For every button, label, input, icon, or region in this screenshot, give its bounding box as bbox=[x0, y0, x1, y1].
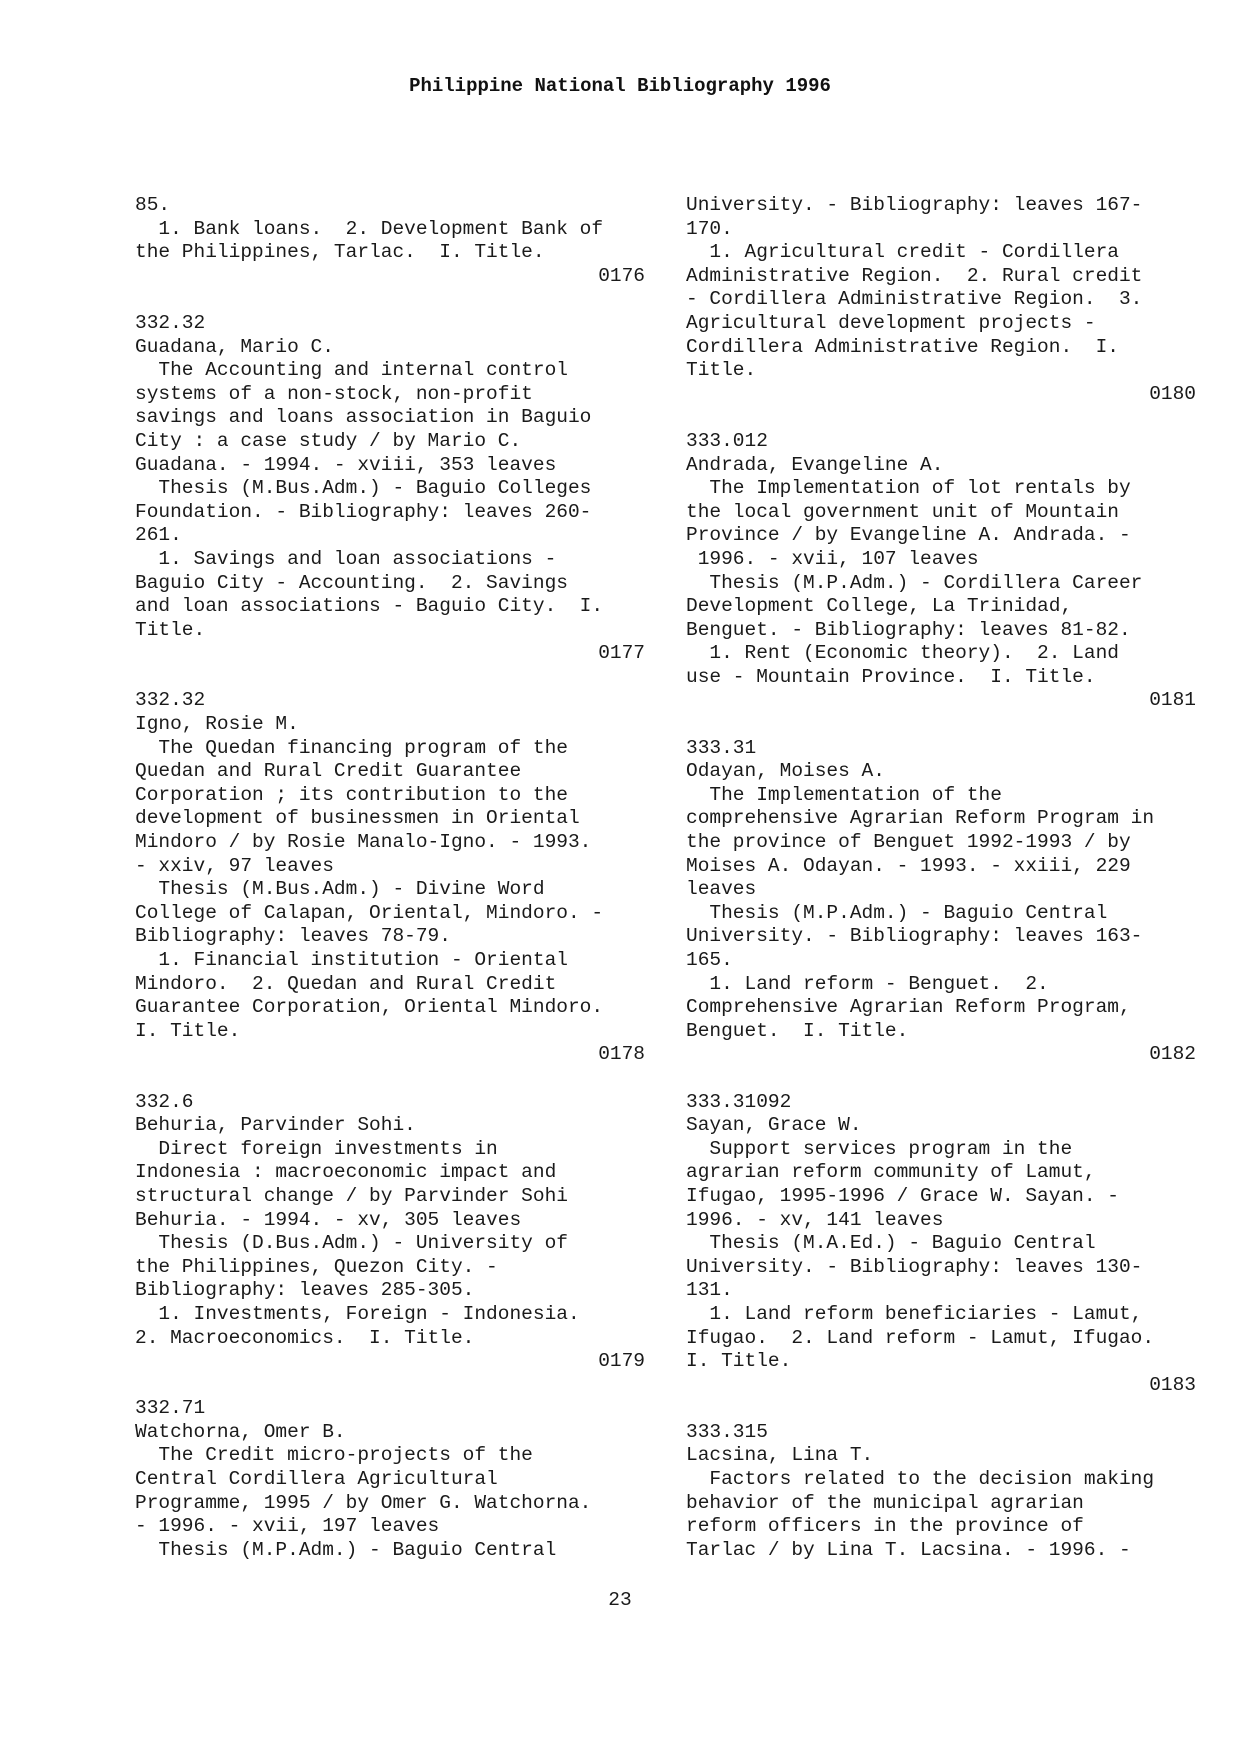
entry-line: I. Title. bbox=[686, 1350, 792, 1373]
entry-line: and loan associations - Baguio City. I. bbox=[135, 595, 604, 618]
entry-line: the province of Benguet 1992-1993 / by bbox=[686, 831, 1131, 854]
entry-line: Andrada, Evangeline A. bbox=[686, 453, 944, 476]
entry-line: 1. Rent (Economic theory). 2. Land bbox=[686, 642, 1119, 665]
bibliography-entry bbox=[686, 1421, 1196, 1563]
entry-line: Thesis (M.P.Adm.) - Cordillera Career bbox=[686, 571, 1143, 594]
entry-line: the local government unit of Mountain bbox=[686, 500, 1119, 523]
entry-line: Sayan, Grace W. bbox=[686, 1114, 862, 1137]
entry-line: Quedan and Rural Credit Guarantee bbox=[135, 760, 522, 783]
entry-line: 1996. - xvii, 107 leaves bbox=[686, 547, 979, 570]
entry-line: Ifugao, 1995-1996 / Grace W. Sayan. - bbox=[686, 1184, 1119, 1207]
entry-line: Thesis (M.P.Adm.) - Baguio Central bbox=[686, 901, 1108, 924]
entry-number: 0178 bbox=[598, 1043, 645, 1066]
entry-line: Igno, Rosie M. bbox=[135, 713, 299, 736]
entry-line: - 1996. - xvii, 197 leaves bbox=[135, 1515, 440, 1538]
entry-line: - xxiv, 97 leaves bbox=[135, 854, 334, 877]
entry-line: the Philippines, Tarlac. I. Title. bbox=[135, 241, 545, 264]
entry-line: 2. Macroeconomics. I. Title. bbox=[135, 1326, 475, 1349]
entry-line: 1996. - xv, 141 leaves bbox=[686, 1208, 944, 1231]
entry-line: Thesis (M.A.Ed.) - Baguio Central bbox=[686, 1232, 1096, 1255]
entry-line: University. - Bibliography: leaves 167- bbox=[686, 194, 1143, 216]
entry-line: - Cordillera Administrative Region. 3. bbox=[686, 288, 1143, 311]
entry-line: Thesis (M.P.Adm.) - Baguio Central bbox=[135, 1538, 557, 1561]
entry-line: 332.6 bbox=[135, 1090, 194, 1113]
entry-line: Administrative Region. 2. Rural credit bbox=[686, 264, 1143, 287]
entry-line: College of Calapan, Oriental, Mindoro. - bbox=[135, 901, 604, 924]
entry-line: reform officers in the province of bbox=[686, 1515, 1084, 1538]
entry-line: systems of a non-stock, non-profit bbox=[135, 382, 533, 405]
entry-line: Baguio City - Accounting. 2. Savings bbox=[135, 571, 568, 594]
entry-line: development of businessmen in Oriental bbox=[135, 807, 580, 830]
entry-line: The Implementation of lot rentals by bbox=[686, 477, 1131, 500]
entry-line: University. - Bibliography: leaves 130- bbox=[686, 1255, 1143, 1278]
entry-line: 165. bbox=[686, 949, 733, 971]
entry-number: 0177 bbox=[598, 642, 645, 665]
entry-line: Bibliography: leaves 78-79. bbox=[135, 925, 451, 948]
entry-line: 332.32 bbox=[135, 311, 206, 334]
entry-line: Behuria. - 1994. - xv, 305 leaves bbox=[135, 1208, 522, 1231]
entry-line: 1. Agricultural credit - Cordillera bbox=[686, 241, 1119, 264]
entry-line: savings and loans association in Baguio bbox=[135, 406, 592, 429]
entry-line: agrarian reform community of Lamut, bbox=[686, 1161, 1096, 1184]
entry-line: Factors related to the decision making bbox=[686, 1468, 1155, 1491]
bibliography-entry bbox=[135, 312, 645, 666]
entry-line: the Philippines, Quezon City. - bbox=[135, 1255, 498, 1278]
entry-line: 170. bbox=[686, 217, 733, 240]
entry-line: structural change / by Parvinder Sohi bbox=[135, 1184, 568, 1207]
entry-line: 85. bbox=[135, 194, 171, 216]
bibliography-entry bbox=[135, 689, 645, 1067]
entry-line: The Accounting and internal control bbox=[135, 359, 568, 382]
entry-line: 333.31092 bbox=[686, 1090, 792, 1113]
entry-line: Comprehensive Agrarian Reform Program, bbox=[686, 996, 1131, 1019]
entry-line: Title. bbox=[686, 359, 757, 382]
entry-line: Benguet. - Bibliography: leaves 81-82. bbox=[686, 618, 1131, 641]
entry-number: 0181 bbox=[1149, 689, 1196, 712]
entry-line: Mindoro. 2. Quedan and Rural Credit bbox=[135, 972, 557, 995]
left-column bbox=[135, 194, 645, 1586]
entry-line: 333.31 bbox=[686, 736, 757, 759]
bibliography-entry bbox=[686, 194, 1196, 406]
entry-line: Foundation. - Bibliography: leaves 260- bbox=[135, 500, 592, 523]
entry-line: Watchorna, Omer B. bbox=[135, 1420, 346, 1443]
entry-line: 1. Bank loans. 2. Development Bank of bbox=[135, 217, 604, 240]
entry-number: 0183 bbox=[1149, 1373, 1196, 1396]
entry-line: Thesis (D.Bus.Adm.) - University of bbox=[135, 1232, 568, 1255]
entry-line: comprehensive Agrarian Reform Program in bbox=[686, 807, 1155, 830]
entry-line: Title. bbox=[135, 618, 206, 641]
bibliography-entry bbox=[135, 1397, 645, 1562]
entry-line: Lacsina, Lina T. bbox=[686, 1444, 874, 1467]
entry-line: 332.71 bbox=[135, 1397, 206, 1420]
bibliography-entry bbox=[135, 1091, 645, 1374]
entry-line: 333.315 bbox=[686, 1420, 768, 1443]
bibliography-entry bbox=[686, 737, 1196, 1067]
entry-line: Indonesia : macroeconomic impact and bbox=[135, 1161, 557, 1184]
entry-line: use - Mountain Province. I. Title. bbox=[686, 665, 1096, 688]
entry-line: Bibliography: leaves 285-305. bbox=[135, 1279, 475, 1302]
entry-line: Guadana. - 1994. - xviii, 353 leaves bbox=[135, 453, 557, 476]
entry-line: Support services program in the bbox=[686, 1137, 1073, 1160]
page-title: Philippine National Bibliography 1996 bbox=[409, 75, 831, 97]
entry-line: Cordillera Administrative Region. I. bbox=[686, 335, 1119, 358]
entry-number: 0176 bbox=[598, 264, 645, 287]
entry-line: 1. Land reform beneficiaries - Lamut, bbox=[686, 1302, 1143, 1325]
entry-line: Province / by Evangeline A. Andrada. - bbox=[686, 524, 1131, 547]
entry-line: Ifugao. 2. Land reform - Lamut, Ifugao. bbox=[686, 1326, 1155, 1349]
entry-line: Behuria, Parvinder Sohi. bbox=[135, 1114, 416, 1137]
right-column bbox=[686, 194, 1196, 1586]
entry-line: behavior of the municipal agrarian bbox=[686, 1491, 1084, 1514]
entry-line: University. - Bibliography: leaves 163- bbox=[686, 925, 1143, 948]
entry-line: 1. Land reform - Benguet. 2. bbox=[686, 972, 1049, 995]
entry-line: 333.012 bbox=[686, 429, 768, 452]
entry-line: The Quedan financing program of the bbox=[135, 736, 568, 759]
entry-line: 261. bbox=[135, 524, 182, 547]
entry-number: 0182 bbox=[1149, 1043, 1196, 1066]
entry-line: Direct foreign investments in bbox=[135, 1137, 498, 1160]
entry-line: The Credit micro-projects of the bbox=[135, 1444, 533, 1467]
entry-line: Mindoro / by Rosie Manalo-Igno. - 1993. bbox=[135, 831, 592, 854]
entry-line: Development College, La Trinidad, bbox=[686, 595, 1073, 618]
bibliography-entry bbox=[686, 430, 1196, 713]
entry-line: Central Cordillera Agricultural bbox=[135, 1468, 498, 1491]
entry-line: Odayan, Moises A. bbox=[686, 760, 885, 783]
entry-line: Benguet. I. Title. bbox=[686, 1019, 909, 1042]
entry-line: Guarantee Corporation, Oriental Mindoro. bbox=[135, 996, 604, 1019]
entry-line: 131. bbox=[686, 1279, 733, 1302]
entry-line: 1. Financial institution - Oriental bbox=[135, 949, 568, 971]
entry-line: leaves bbox=[686, 878, 757, 901]
entry-line: I. Title. bbox=[135, 1019, 241, 1042]
entry-line: Corporation ; its contribution to the bbox=[135, 783, 568, 806]
entry-line: Tarlac / by Lina T. Lacsina. - 1996. - bbox=[686, 1538, 1131, 1561]
page-number: 23 bbox=[608, 1589, 632, 1611]
entry-line: 332.32 bbox=[135, 689, 206, 712]
entry-line: Moises A. Odayan. - 1993. - xxiii, 229 bbox=[686, 854, 1131, 877]
entry-number: 0179 bbox=[598, 1350, 645, 1373]
entry-line: Thesis (M.Bus.Adm.) - Divine Word bbox=[135, 878, 545, 901]
entry-line: Programme, 1995 / by Omer G. Watchorna. bbox=[135, 1491, 592, 1514]
entry-line: Agricultural development projects - bbox=[686, 311, 1096, 334]
entry-line: Thesis (M.Bus.Adm.) - Baguio Colleges bbox=[135, 477, 592, 500]
bibliography-entry bbox=[686, 1091, 1196, 1398]
entry-line: 1. Investments, Foreign - Indonesia. bbox=[135, 1302, 580, 1325]
entry-line: Guadana, Mario C. bbox=[135, 335, 334, 358]
bibliography-entry bbox=[135, 194, 645, 288]
entry-line: The Implementation of the bbox=[686, 783, 1002, 806]
entry-line: City : a case study / by Mario C. bbox=[135, 429, 522, 452]
entry-line: 1. Savings and loan associations - bbox=[135, 547, 557, 570]
entry-number: 0180 bbox=[1149, 382, 1196, 405]
